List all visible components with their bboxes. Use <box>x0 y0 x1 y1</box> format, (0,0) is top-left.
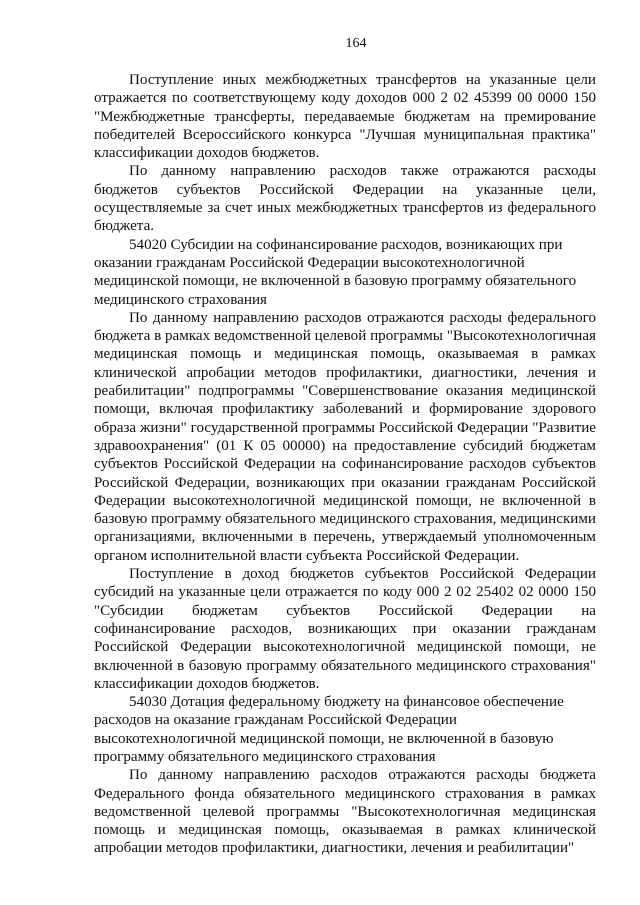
entry-54030-heading: 54030 Дотация федеральному бюджету на финансовое обеспечение расходов на оказание гражданам Российской Федерации высокотехнологичной медицинской помощи, не включенной в базовую программу обязательного медицинского страхования <box>94 694 564 765</box>
page-number: 164 <box>345 36 367 51</box>
paragraph-54030-description: По данному направлению расходов отражаются расходы бюджета Федерального фонда обязательного медицинского страхования в рамках ведомственной целевой программы "Высокотехнологичная медицинская помощь и медицинская помощь, оказываемая в рамках клинической апробации методов профилактики, диагностики, лечения и реабилитации" <box>94 767 596 857</box>
entry-54020-heading: 54020 Субсидии на софинансирование расходов, возникающих при оказании гражданам Российской Федерации высокотехнологичной медицинской помощи, не включенной в базовую программу обязательного медицинского страхования <box>94 236 577 308</box>
paragraph-54020-description: По данному направлению расходов отражаются расходы федерального бюджета в рамках ведомственной целевой программы "Высокотехнологичная медицинская помощь и медицинская помощь, оказываемая в рамках клинической апробации методов профилактики, диагностики, лечения и реабилитации" подпрограммы "Совершенствование оказания медицинской помощи, включая профилактику заболеваний и формирование здорового образа жизни" государственной программы Российской Федерации "Развитие здравоохранения" (01 К 05 00000) на предоставление субсидий бюджетам субъектов Российской Федерации на софинансирование расходов субъектов Российской Федерации, возникающих при оказании гражданам Российской Федерации высокотехнологичной медицинской помощи, не включенной в базовую программу обязательного медицинского страхования, медицинскими организациями, включенными в перечень, утверждаемый уполномоченным органом исполнительной власти субъекта Российской Федерации. <box>94 309 596 564</box>
paragraph-transfers-income: Поступление иных межбюджетных трансфертов на указанные цели отражается по соответствующему коду доходов 000 2 02 45399 00 0000 150 "Межбюджетные трансферты, передаваемые бюджетам на премирование победителей Всероссийского конкурса "Лучшая муниципальная практика" классификации доходов бюджетов. <box>94 72 596 162</box>
paragraph-transfers-expenses: По данному направлению расходов также отражаются расходы бюджетов субъектов Российской Федерации на указанные цели, осуществляемые за счет иных межбюджетных трансфертов из федерального бюджета. <box>94 163 596 235</box>
paragraph-54020-income-code: Поступление в доход бюджетов субъектов Российской Федерации субсидий на указанные цели отражается по коду 000 2 02 25402 02 0000 150 "Субсидии бюджетам субъектов Российской Федерации на софинансирование расходов, возникающих при оказании гражданам Российской Федерации высокотехнологичной медицинской помощи, не включенной в базовую программу обязательного медицинского страхования" классификации доходов бюджетов. <box>94 566 596 692</box>
